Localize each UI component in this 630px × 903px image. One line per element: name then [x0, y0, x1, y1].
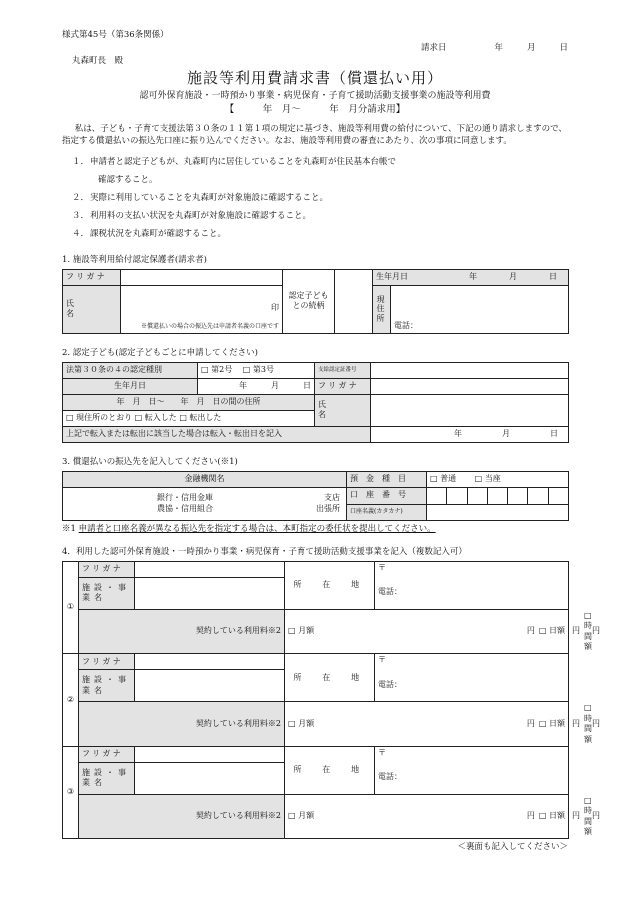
- document-subtitle: 認可外保育施設・一時預かり事業・病児保育・子育て援助活動支援事業の施設等利用費: [139, 90, 491, 101]
- current-address-checkbox[interactable]: □ 現住所のとおり: [66, 412, 133, 422]
- monthly-checkbox[interactable]: □ 月額: [288, 626, 315, 636]
- facility-name-label: 施設・事業名: [79, 577, 135, 609]
- relation-label: 認定子どもとの続柄: [283, 269, 335, 333]
- child-name-field[interactable]: [371, 394, 569, 426]
- location-field[interactable]: 〒 電話：: [375, 654, 569, 702]
- consent-item: ４． 課税状況を丸森町が確認すること。: [72, 229, 227, 240]
- section1-heading: 1. 施設等利用給付認定保護者(請求者): [62, 254, 207, 265]
- guardian-name-field[interactable]: [121, 285, 283, 333]
- ordinary-checkbox[interactable]: □ 普通: [430, 473, 457, 483]
- moved-out-checkbox[interactable]: □ 転出した: [179, 412, 222, 422]
- fee-options: □ 月額 円 □ 日額: [285, 609, 569, 654]
- location-field[interactable]: 〒 電話：: [375, 561, 569, 609]
- consent-item: ３． 利用料の支払い状況を丸森町が対象施設に確認すること。: [72, 211, 312, 222]
- fee-label: 契約している利用料※2: [79, 702, 285, 747]
- move-date-field[interactable]: 年 月 日: [371, 426, 569, 442]
- facility-furigana-field[interactable]: [135, 654, 285, 670]
- request-month[interactable]: 月: [526, 43, 536, 54]
- entry-number: ③: [63, 746, 79, 839]
- bank-name-field[interactable]: 銀行・信用金庫 支店 農協・信用組合 出張所: [63, 487, 347, 520]
- address-options: [63, 410, 315, 426]
- section2-heading: 2. 認定子ども(認定子どもごとに申請してください): [62, 347, 258, 358]
- fee-options: □ 月額 円 □ 日額: [285, 702, 569, 747]
- child-name-label: 氏 名: [315, 394, 371, 426]
- child-furigana-field[interactable]: [371, 378, 569, 394]
- seal-note: ※償還払いの場合の振込先は申請者名義の口座です: [140, 322, 279, 330]
- guardian-table: [62, 269, 569, 334]
- billing-period[interactable]: 【 年 月～ 年 月分請求用】: [224, 104, 406, 116]
- relation-field[interactable]: [335, 269, 373, 333]
- request-date-row: [62, 43, 568, 54]
- guardian-address-label: 現住所: [373, 285, 391, 333]
- daily-checkbox[interactable]: □ 日額: [538, 626, 565, 636]
- fee-label: 契約している利用料※2: [79, 609, 285, 654]
- request-day[interactable]: 日: [559, 43, 568, 54]
- account-no-label: 口 座 番 号: [347, 487, 427, 504]
- facility-furigana-label: フリガナ: [79, 654, 135, 670]
- location-label: 所 在 地: [285, 746, 375, 794]
- child-table: [62, 362, 569, 443]
- addressee: 丸森町長 殿: [72, 56, 124, 67]
- section4-heading: 4．利用した認可外保育施設・一時預かり事業・病児保育・子育て援助活動支援事業を記入（複数記入可）: [62, 546, 467, 557]
- location-field[interactable]: 〒 電話：: [375, 746, 569, 794]
- child-dob-label: 生年月日: [63, 378, 198, 394]
- document-title: 施設等利用費請求書（償還払い用）: [186, 69, 443, 88]
- facility-name-field[interactable]: [135, 577, 285, 609]
- daily-checkbox[interactable]: □ 日額: [538, 718, 565, 728]
- location-label: 所 在 地: [285, 654, 375, 702]
- request-year[interactable]: 年: [494, 43, 503, 54]
- guardian-furigana-label: フリガナ: [63, 269, 121, 285]
- consent-list: [62, 157, 568, 240]
- account-holder-label: 口座名義(カタカナ): [347, 504, 427, 520]
- bank-note: ※1 申請者と口座名義が異なる振込先を指定する場合は、本町指定の委任状を提出してください。: [62, 523, 436, 534]
- bank-table: [62, 471, 569, 521]
- fee-options: □ 月額 円 □ 日額: [285, 794, 569, 839]
- guardian-name-label: 氏 名: [63, 285, 121, 333]
- facility-name-field[interactable]: [135, 762, 285, 794]
- header-row: [62, 30, 568, 41]
- facility-furigana-field[interactable]: [135, 561, 285, 577]
- facility-furigana-label: フリガナ: [79, 746, 135, 762]
- move-date-label: 上記で転入または転出に該当した場合は転入・転出日を記入: [63, 426, 371, 442]
- seal-mark: 印: [271, 302, 279, 312]
- monthly-checkbox[interactable]: □ 月額: [288, 811, 315, 821]
- consent-item: １． 申請者と認定子どもが、丸森町内に居住していることを丸森町が住民基本台帳で 確認すること。: [72, 157, 397, 186]
- cert-type-label: 法第３０条の４の認定種別: [63, 362, 198, 378]
- type3-checkbox[interactable]: □ 第3号: [242, 364, 274, 374]
- daily-checkbox[interactable]: □ 日額: [538, 811, 565, 821]
- fee-label: 契約している利用料※2: [79, 794, 285, 839]
- guardian-address-field[interactable]: [391, 285, 569, 333]
- account-no-field[interactable]: [427, 487, 569, 504]
- facility-furigana-field[interactable]: [135, 746, 285, 762]
- cert-no-field[interactable]: [371, 362, 569, 378]
- consent-item: ２． 実際に利用していることを丸森町が対象施設に確認すること。: [72, 193, 329, 204]
- entry-number: ①: [63, 561, 79, 654]
- guardian-dob-label: 生年月日: [376, 271, 408, 281]
- facility-name-label: 施設・事業名: [79, 670, 135, 702]
- facility-furigana-label: フリガナ: [79, 561, 135, 577]
- child-furigana-label: フリガナ: [315, 378, 371, 394]
- hourly-checkbox[interactable]: □ 時間額: [584, 795, 592, 837]
- guardian-tel-label: 電話：: [394, 321, 418, 331]
- guardian-dob-row: 生年月日 年 月 日: [373, 269, 569, 285]
- entry-number: ②: [63, 654, 79, 747]
- child-dob-field[interactable]: 年 月 日: [198, 378, 315, 394]
- intro-text: 私は、子ども・子育て支援法第３０条の１１第１項の規定に基づき、施設等利用費の給付について、下記の通り請求しますので、指定する償還払いの振込先口座に振り込んでください。なお、施設等利用費の審査にあたり、次の事項に同意します。: [62, 123, 567, 146]
- account-holder-field[interactable]: [427, 504, 569, 520]
- hourly-checkbox[interactable]: □ 時間額: [584, 703, 592, 744]
- guardian-furigana-field[interactable]: [121, 269, 283, 285]
- cert-no-label: 支給認定証番号: [315, 362, 371, 378]
- deposit-type-label: 預 金 種 目: [347, 471, 427, 487]
- request-date-label: 請求日: [420, 43, 447, 54]
- cert-type-options: [198, 362, 315, 378]
- address-period-label: 年 月 日～ 年 月 日の間の住所: [63, 394, 315, 410]
- type2-checkbox[interactable]: □ 第2号: [201, 364, 233, 374]
- moved-in-checkbox[interactable]: □ 転入した: [134, 412, 177, 422]
- reverse-side-note: ＜裏面も記入してください＞: [457, 842, 568, 853]
- section3-heading: 3. 償還払いの振込先を記入してください(※1): [62, 456, 238, 467]
- deposit-type-options: [427, 471, 569, 487]
- hourly-checkbox[interactable]: □ 時間額: [584, 610, 592, 651]
- monthly-checkbox[interactable]: □ 月額: [288, 718, 315, 728]
- facility-name-label: 施設・事業名: [79, 762, 135, 794]
- form-number: 様式第45号（第36条関係）: [62, 30, 169, 40]
- facility-table: ① フリガナ 所 在 地 〒 電話： 施設・事業名 契約している利用料※2 □ 月額 円 □ 日額 円 □ 時間額 円 ② フリガナ 所 在 地 〒 電話： 施設・事業名 契約している利用料※2 □ 月額 円 □ 日額 円 □ 時間額 円 ③ フリガナ 所 在 地 〒 電話： 施設・事業名 契約している利用料※2 □ 月額 円 □ 日額 円 □ 時間額 円: [62, 561, 569, 840]
- bank-name-label: 金融機関名: [63, 471, 347, 487]
- location-label: 所 在 地: [285, 561, 375, 609]
- current-checkbox[interactable]: □ 当座: [474, 473, 501, 483]
- facility-name-field[interactable]: [135, 670, 285, 702]
